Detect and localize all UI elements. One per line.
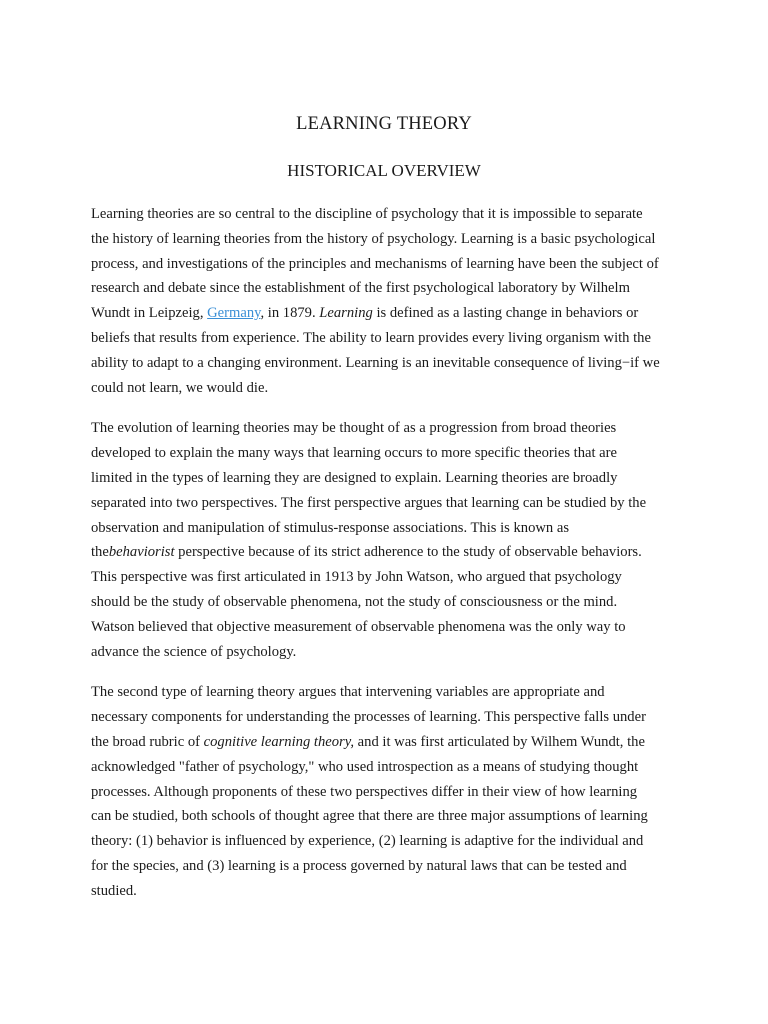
section-subtitle: HISTORICAL OVERVIEW	[287, 161, 481, 180]
text-run: Wundt in Leipzeig,	[91, 305, 208, 322]
paragraph-line: could not learn, we would die.	[91, 379, 269, 396]
paragraph-line: process, and investigations of the principles and mechanisms of learning have been the subject of	[91, 255, 659, 272]
emphasis-cognitive-learning-theory: cognitive learning theory,	[203, 733, 355, 750]
paragraph-line: processes. Although proponents of these two perspectives differ in their view of how learning	[91, 783, 638, 800]
paragraph-3	[91, 680, 681, 903]
paragraph-line	[91, 301, 681, 326]
text-run: is defined as a lasting change in behaviors or	[372, 305, 639, 322]
paragraph-2	[91, 416, 681, 664]
emphasis-behaviorist: behaviorist	[108, 544, 175, 561]
paragraph-line: research and debate since the establishment of the first psychological laboratory by Wilhelm	[91, 280, 630, 297]
paragraph-line: This perspective was first articulated in 1913 by John Watson, who argued that psychology	[91, 569, 622, 586]
paragraph-line: should be the study of observable phenomena, not the study of consciousness or the mind.	[91, 593, 618, 610]
paragraph-line: beliefs that results from experience. The ability to learn provides every living organism with the	[91, 329, 651, 346]
paragraph-line: necessary components for understanding the processes of learning. This perspective falls under	[91, 709, 646, 726]
paragraph-line: advance the science of psychology.	[91, 643, 297, 660]
paragraph-line: theory: (1) behavior is influenced by experience, (2) learning is adaptive for the individual and	[91, 833, 644, 850]
paragraph-line: ability to adapt to a changing environment. Learning is an inevitable consequence of living−if we	[91, 354, 660, 371]
paragraph-1	[91, 202, 681, 400]
paragraph-line: the history of learning theories from the history of psychology. Learning is a basic psychological	[91, 230, 656, 247]
paragraph-line: studied.	[91, 882, 137, 899]
text-run: the	[91, 544, 109, 561]
paragraph-line	[91, 730, 681, 755]
text-run: the broad rubric of	[91, 733, 204, 750]
paragraph-line: The evolution of learning theories may be thought of as a progression from broad theories	[91, 420, 617, 437]
paragraph-line: acknowledged "father of psychology," who used introspection as a means of studying thought	[91, 758, 639, 775]
paragraph-line: Watson believed that objective measurement of observable phenomena was the only way to	[91, 618, 626, 635]
text-run: , in 1879.	[260, 305, 320, 322]
germany-link[interactable]: Germany	[207, 305, 261, 322]
emphasis-learning: Learning	[319, 305, 373, 322]
paragraph-line: The second type of learning theory argues that intervening variables are appropriate and	[91, 684, 605, 701]
paragraph-line: developed to explain the many ways that learning occurs to more specific theories that are	[91, 445, 617, 462]
text-run: perspective because of its strict adherence to the study of observable behaviors.	[174, 544, 642, 561]
paragraph-line: separated into two perspectives. The first perspective argues that learning can be studied by the	[91, 494, 647, 511]
paragraph-line: limited in the types of learning they are designed to explain. Learning theories are broadly	[91, 469, 618, 486]
paragraph-line	[91, 540, 681, 565]
text-run: and it was first articulated by Wilhem Wundt, the	[354, 733, 645, 750]
paragraph-line: can be studied, both schools of thought agree that there are three major assumptions of learning	[91, 808, 648, 825]
body-text	[91, 202, 681, 920]
paragraph-line: Learning theories are so central to the discipline of psychology that it is impossible to separate	[91, 206, 643, 222]
paragraph-line: for the species, and (3) learning is a process governed by natural laws that can be tested and	[91, 857, 627, 874]
page-title: LEARNING THEORY	[296, 114, 472, 134]
paragraph-line: observation and manipulation of stimulus-response associations. This is known as	[91, 519, 570, 536]
